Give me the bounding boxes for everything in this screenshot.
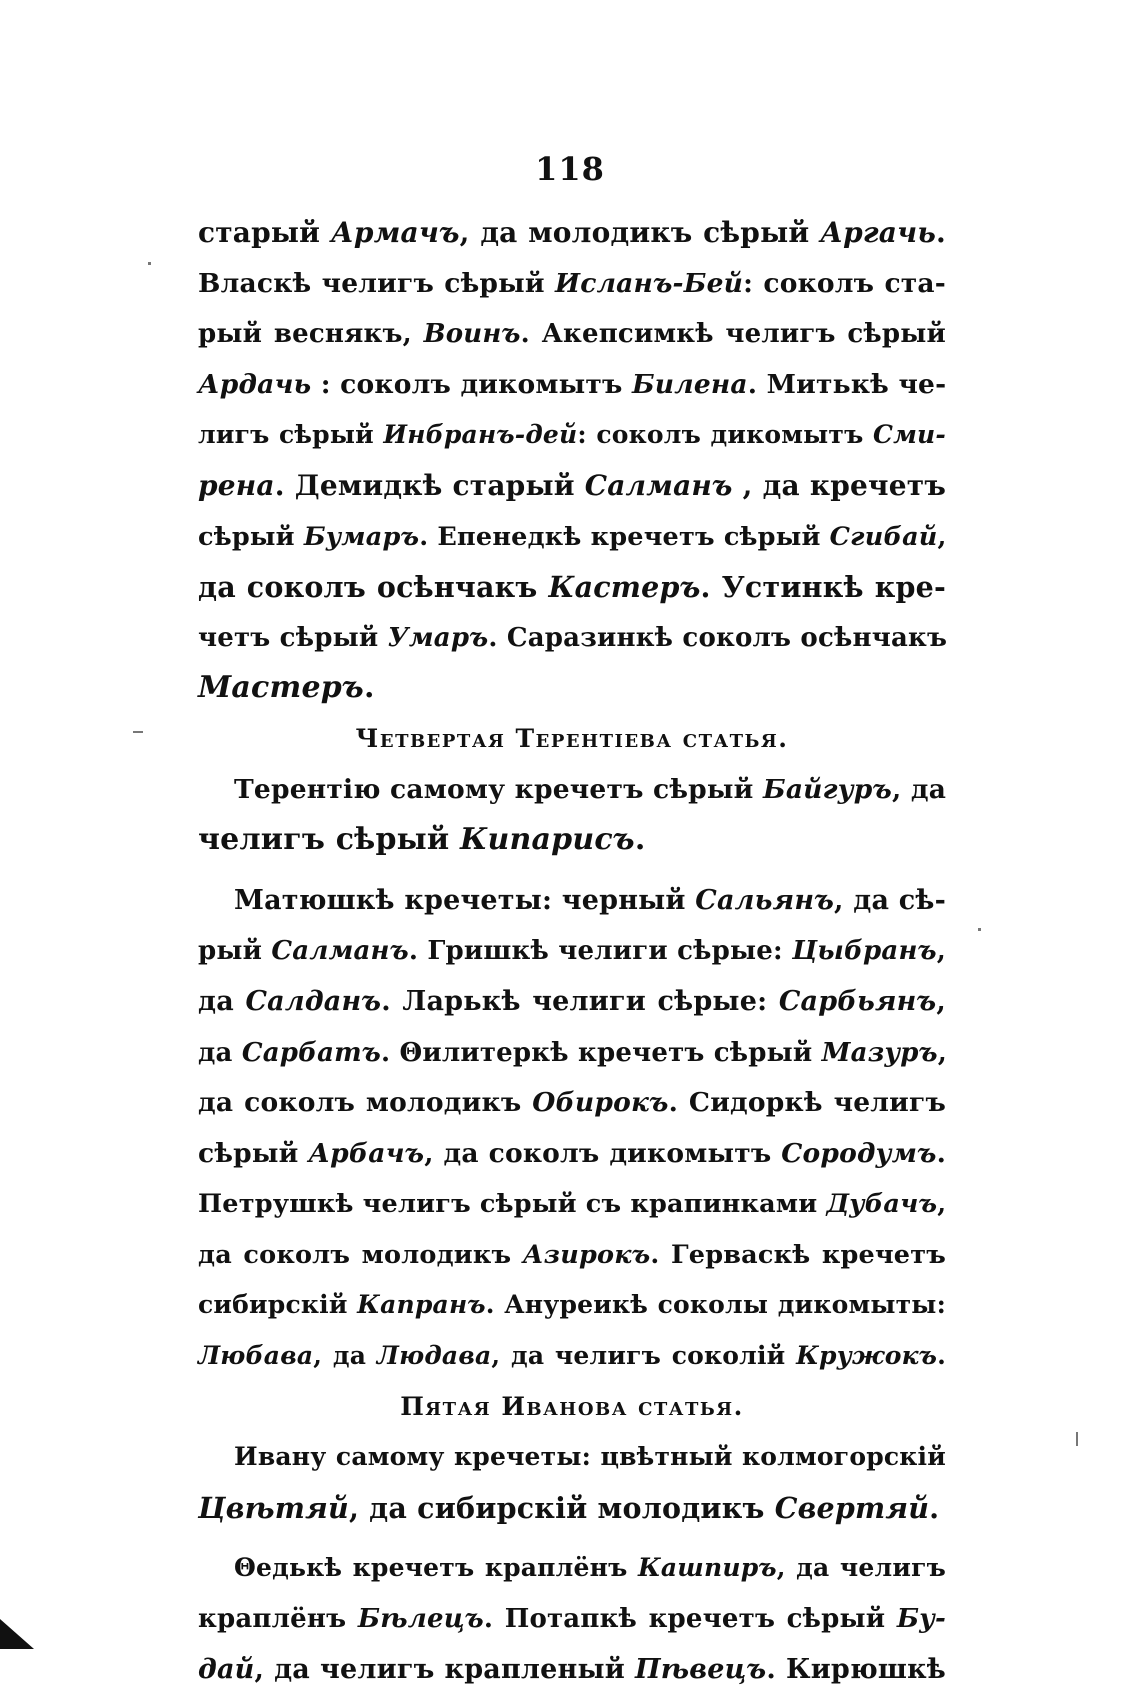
text-run: , да челигъ соколій [491, 1341, 797, 1371]
italic-name: Сородумъ [781, 1137, 937, 1169]
italic-name: Сарбатъ [241, 1037, 381, 1068]
text-run: сѣрый [198, 1137, 309, 1169]
text-run: четъ сѣрый [198, 622, 388, 653]
text-run: да соколъ молодикъ [198, 1087, 533, 1119]
text-run: . [363, 670, 375, 706]
italic-name: Обирокъ [532, 1087, 669, 1119]
text-run: старый [198, 216, 331, 249]
italic-name: Бу- [896, 1604, 946, 1635]
text-run: Ивану самому кречеты: цвѣтный колмогорскій [234, 1442, 946, 1472]
text-line [198, 1179, 946, 1230]
text-run: . [936, 1137, 946, 1169]
text-run: . [929, 1490, 940, 1525]
italic-name: Армачъ [330, 216, 460, 249]
section-heading [198, 1382, 946, 1433]
text-run: . Θилитеркѣ кречетъ сѣрый [381, 1037, 822, 1068]
text-run: . Епенедкѣ кречетъ сѣрый [419, 521, 830, 552]
text-run: . [937, 1341, 946, 1371]
italic-name: Любава [198, 1341, 314, 1371]
text-run: челигъ сѣрый [198, 822, 460, 858]
margin-speck [148, 262, 151, 265]
text-run: . Митькѣ че- [747, 368, 947, 400]
text-line [198, 876, 946, 927]
text-run: Власкѣ челигъ сѣрый [198, 267, 556, 299]
text-line [198, 1543, 946, 1594]
text-run: , да молодикъ сѣрый [459, 216, 821, 249]
margin-speck [978, 928, 981, 931]
italic-name: дай [198, 1653, 255, 1685]
text-line [198, 1280, 946, 1331]
italic-name: Воинъ [423, 319, 521, 350]
italic-name: Исланъ-Бей [555, 267, 744, 299]
italic-name: Свертяй [774, 1490, 930, 1525]
text-line [198, 1078, 946, 1129]
italic-name: Кипарисъ [460, 822, 635, 858]
corner-mark [0, 1619, 34, 1649]
text-run: , [937, 521, 947, 552]
text-run: Терентію самому кречетъ сѣрый [234, 773, 763, 805]
text-run: сибирскій [198, 1290, 358, 1320]
italic-name: Цыбранъ [792, 936, 937, 967]
text-run: . Герваскѣ кречетъ [650, 1239, 946, 1270]
text-run: , да [313, 1341, 377, 1371]
text-run: . Кирюшкѣ [766, 1653, 946, 1685]
italic-name: Сми- [872, 420, 946, 450]
text-run: да соколъ молодикъ [198, 1239, 523, 1270]
text-run: . Сидоркѣ челигъ [668, 1087, 946, 1119]
italic-name: Мазуръ [821, 1037, 938, 1068]
italic-name: Сальянъ [695, 884, 835, 916]
text-run: рый [198, 936, 272, 967]
text-line [198, 815, 946, 866]
italic-name: Арбачъ [308, 1137, 425, 1169]
italic-name: Сарбьянъ [778, 985, 937, 1017]
text-line [198, 309, 946, 360]
text-run: , да сибирскій молодикъ [348, 1490, 775, 1525]
text-run: Петрушкѣ челигъ сѣрый съ крапинками [198, 1189, 827, 1220]
text-run: лигъ сѣрый [198, 420, 384, 450]
text-line [198, 926, 946, 977]
italic-name: Сгибай [829, 521, 938, 552]
margin-speck [133, 731, 143, 733]
text-run: , да челигъ крапленый [254, 1653, 636, 1685]
italic-name: Бумаръ [303, 521, 420, 552]
text-run: , да сѣ- [834, 884, 946, 916]
italic-name: Кастеръ [548, 570, 701, 605]
text-line [198, 765, 946, 816]
italic-name: Салманъ [584, 468, 733, 502]
italic-name: Кружокъ [796, 1341, 938, 1371]
text-run: . [634, 822, 646, 858]
text-run: Матюшкѣ кречеты: черный [234, 884, 696, 916]
page-number: 118 [535, 150, 605, 188]
text-run: : соколъ дикомытъ [577, 420, 873, 450]
text-block [198, 208, 946, 1695]
italic-name: Салданъ [245, 985, 382, 1017]
text-run: . [936, 216, 946, 249]
italic-name: Умаръ [387, 622, 489, 653]
margin-speck [1076, 1432, 1078, 1446]
italic-name: Капранъ [357, 1290, 486, 1320]
text-run: да [198, 985, 246, 1017]
text-run: Четвертая Терентіева статья. [355, 723, 789, 753]
text-line [198, 1645, 946, 1695]
italic-name: Цвѣтяй [198, 1490, 349, 1525]
text-line [198, 410, 946, 461]
text-line [198, 512, 946, 563]
text-run: да [198, 1037, 242, 1068]
italic-name: Мастеръ [198, 670, 364, 706]
text-line [198, 613, 946, 664]
italic-name: Дубачъ [826, 1189, 938, 1220]
text-run: краплёнъ [198, 1604, 358, 1635]
italic-name: рена [198, 468, 275, 502]
text-run: . Акепсимкѣ челигъ сѣрый [520, 319, 946, 350]
text-run: да соколъ осѣнчакъ [198, 570, 549, 605]
italic-name: Аргачь [820, 216, 937, 249]
text-line [198, 360, 946, 411]
text-line [198, 1230, 946, 1281]
text-run: . Саразинкѣ соколъ осѣнчакъ [488, 622, 948, 653]
text-line [198, 461, 946, 512]
text-run: рый веснякъ, [198, 319, 424, 350]
text-line [198, 1028, 946, 1079]
text-run: . Ларькѣ челиги сѣрые: [381, 985, 779, 1017]
italic-name: Бѣлецъ [357, 1604, 484, 1635]
text-run: Θедькѣ кречетъ краплёнъ [234, 1553, 638, 1583]
text-run: : соколъ дикомытъ [311, 368, 632, 400]
section-heading [198, 714, 946, 765]
text-run: . Устинкѣ кре- [700, 570, 946, 605]
text-run: . Потапкѣ кречетъ сѣрый [483, 1604, 897, 1635]
italic-name: Билена [631, 368, 748, 400]
text-run: . Ануреикѣ соколы дикомыты: [485, 1290, 947, 1320]
italic-name: Инбранъ-дей [383, 420, 578, 450]
text-run: Пятая Иванова статья. [400, 1391, 744, 1421]
text-run: , [937, 1189, 947, 1220]
text-line [198, 1432, 946, 1483]
text-run: , да кречетъ [732, 468, 946, 502]
text-line [198, 977, 946, 1028]
text-line [198, 562, 946, 613]
text-line [198, 1594, 946, 1645]
text-line [198, 208, 946, 259]
text-run: , [936, 985, 946, 1017]
text-run: : соколъ ста- [743, 267, 946, 299]
italic-name: Салманъ [271, 936, 409, 967]
italic-name: Байгуръ [762, 773, 893, 805]
text-line [198, 259, 946, 310]
text-run: , [937, 1037, 947, 1068]
text-run: , да [892, 773, 947, 805]
text-line [198, 1129, 946, 1180]
italic-name: Людава [376, 1341, 492, 1371]
text-run: . Демидкѣ старый [274, 468, 585, 502]
text-run: , да челигъ [776, 1553, 946, 1583]
text-run: сѣрый [198, 521, 304, 552]
italic-name: Кашпиръ [637, 1553, 777, 1583]
text-line [198, 1331, 946, 1382]
text-run: , да соколъ дикомытъ [424, 1137, 782, 1169]
text-line [198, 663, 946, 714]
italic-name: Пѣвецъ [635, 1653, 767, 1685]
italic-name: Азирокъ [522, 1239, 651, 1270]
text-line [198, 1483, 946, 1534]
text-run: . Гришкѣ челиги сѣрые: [408, 936, 793, 967]
text-run: , [936, 936, 946, 967]
italic-name: Ардачь [198, 368, 312, 400]
